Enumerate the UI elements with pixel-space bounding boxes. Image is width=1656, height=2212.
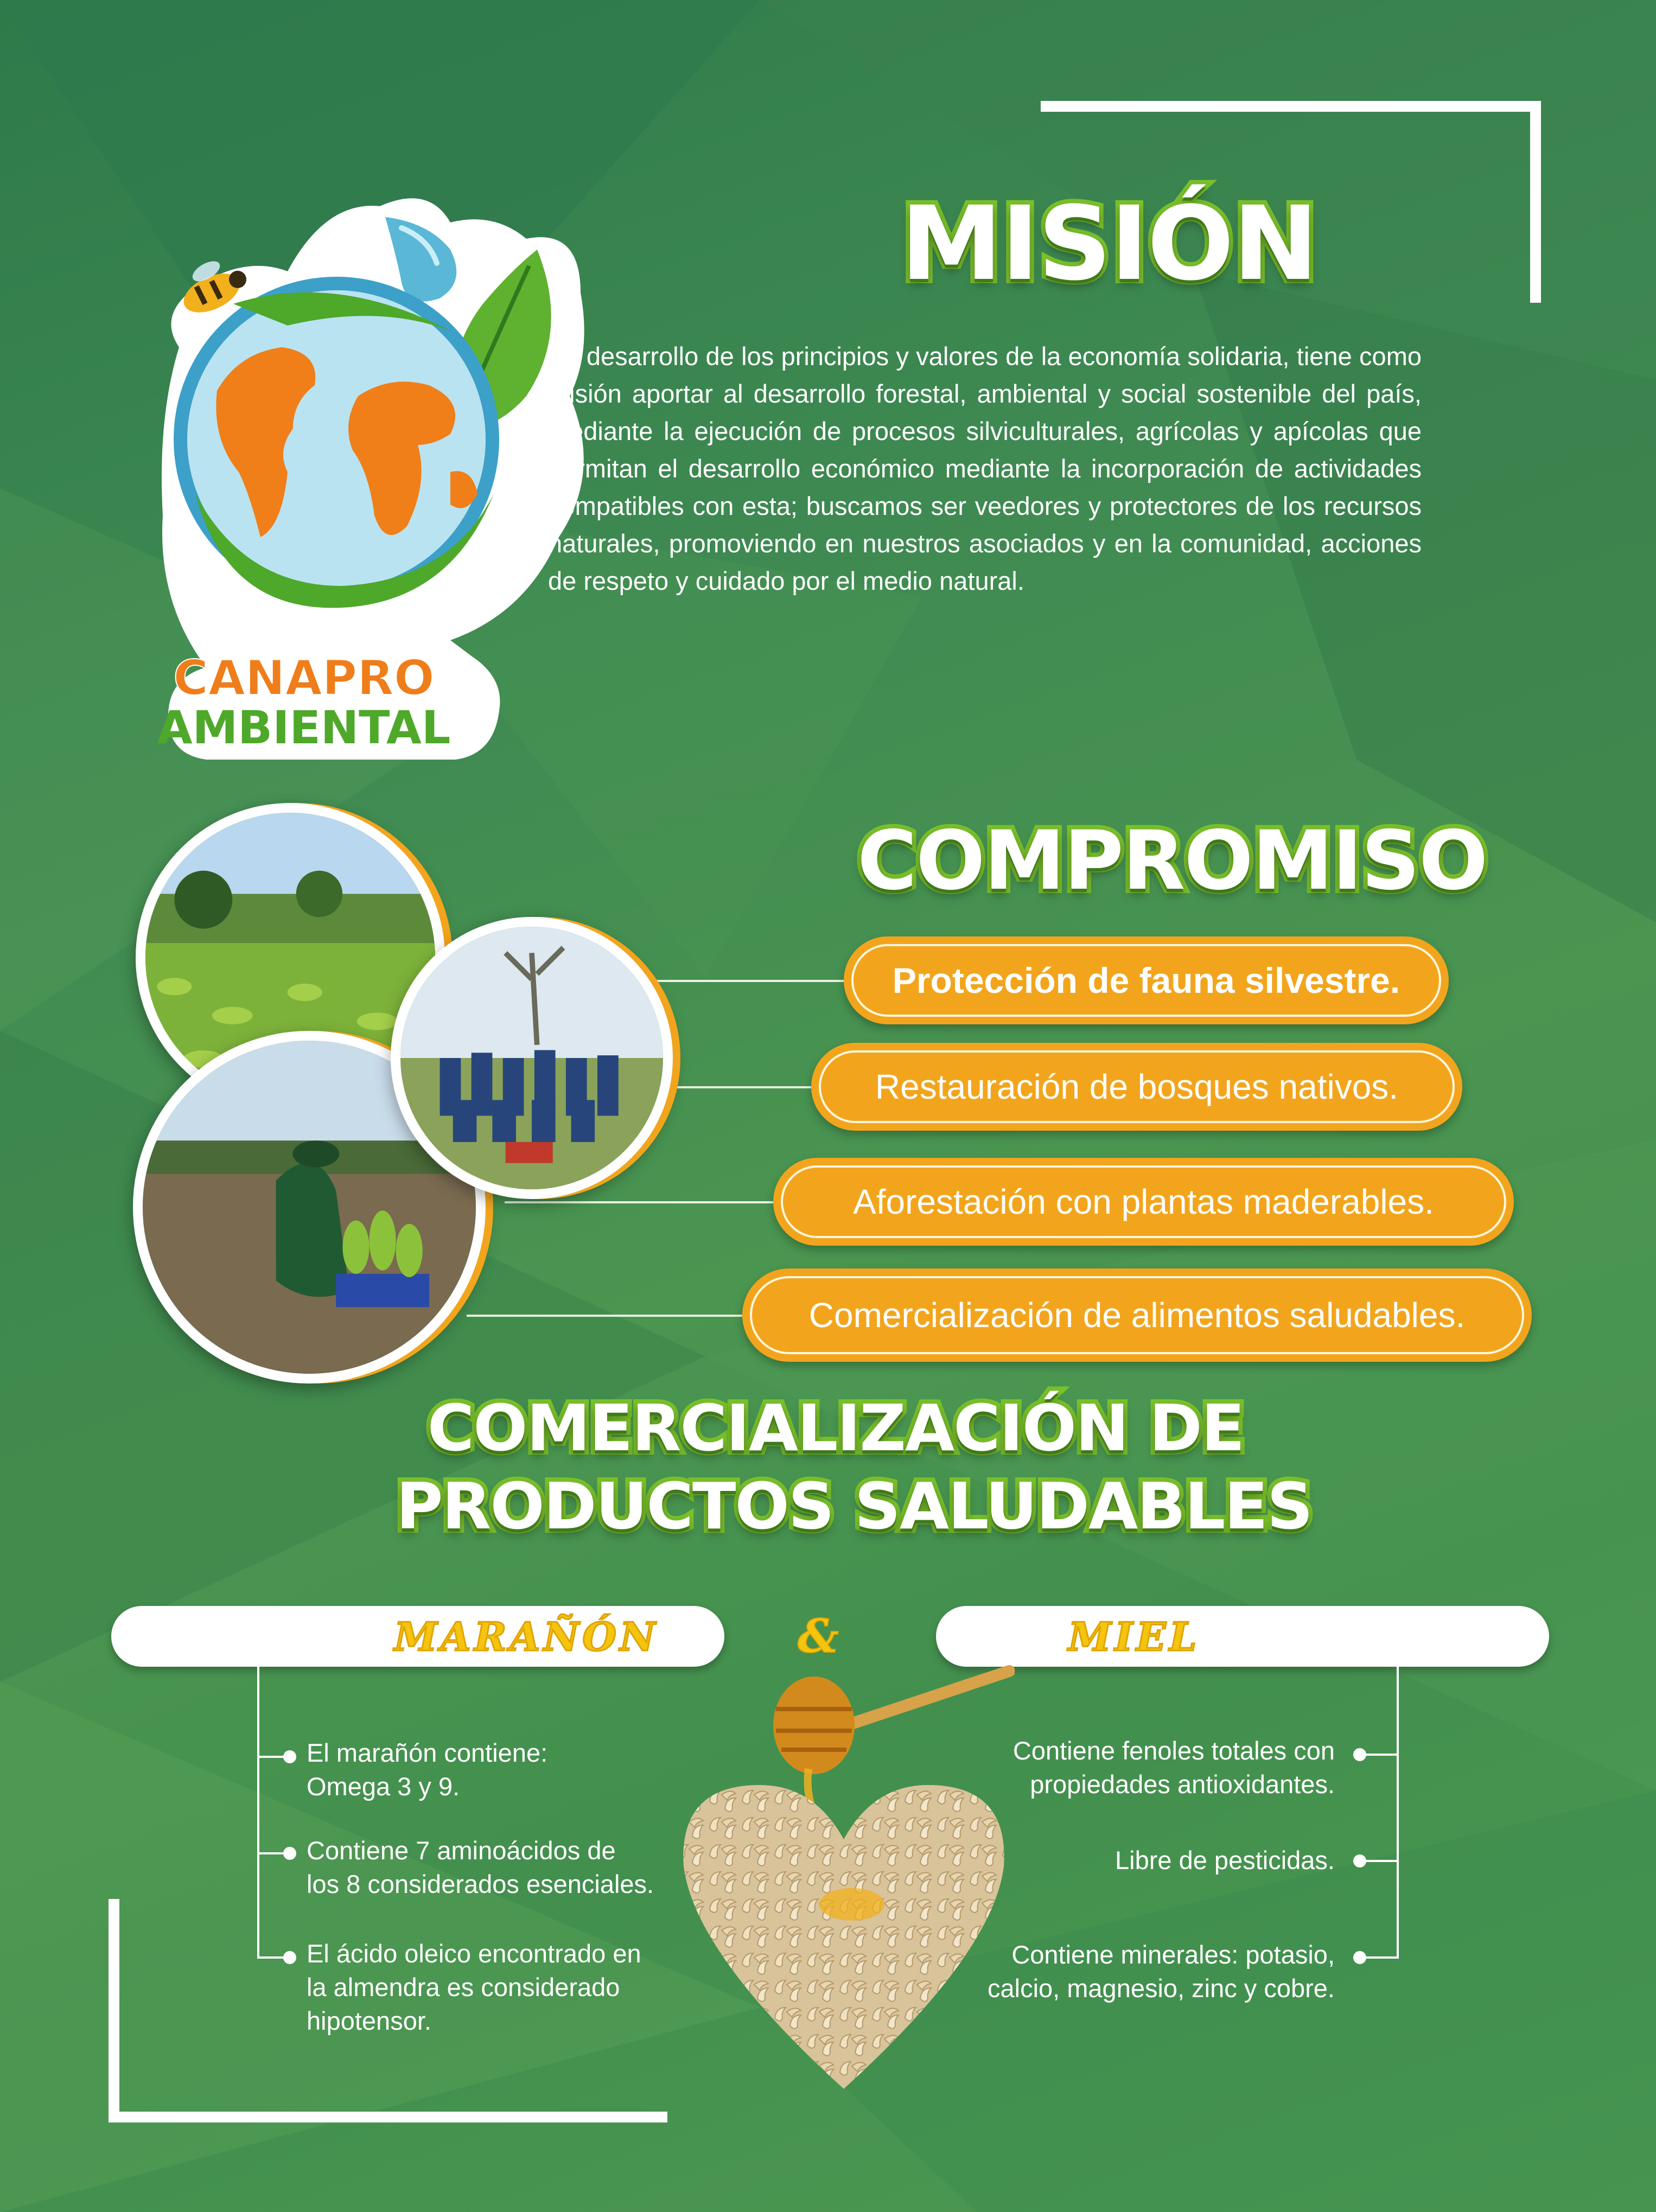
compromiso-title: COMPROMISO — [857, 814, 1487, 908]
banner-maranon — [111, 1606, 724, 1667]
maranon-item-2-line: los 8 considerados esenciales. — [307, 1870, 654, 1898]
maranon-item-3-line: hipotensor. — [307, 2006, 431, 2035]
miel-item-1-line: propiedades antioxidantes. — [1030, 1770, 1335, 1799]
connector-line — [505, 1201, 773, 1203]
bracket-tick — [1365, 1754, 1399, 1756]
miel-item-3-line: Contiene minerales: potasio, — [1011, 1940, 1335, 1969]
connector-line — [657, 980, 844, 982]
comercializacion-title-line2: PRODUCTOS SALUDABLES — [396, 1469, 1312, 1544]
compromiso-item-label: Comercialización de alimentos saludables. — [750, 1276, 1524, 1354]
miel-item-2 — [966, 1844, 1335, 1877]
mision-title: MISIÓN — [901, 184, 1317, 303]
bullet-dot — [1353, 1951, 1366, 1964]
compromiso-item-3 — [773, 1158, 1514, 1246]
compromiso-item-4 — [742, 1268, 1532, 1362]
bullet-dot — [283, 1750, 296, 1763]
banner-maranon-label: MARAÑÓN — [394, 1613, 659, 1660]
maranon-item-1-line: Omega 3 y 9. — [307, 1772, 460, 1801]
miel-item-3-line: calcio, magnesio, zinc y cobre. — [987, 1974, 1335, 2003]
connector-line — [662, 1086, 811, 1088]
maranon-bracket-line — [257, 1667, 259, 1959]
compromiso-item-1 — [844, 936, 1449, 1024]
maranon-item-1-line: El marañón contiene: — [307, 1738, 548, 1767]
canapro-ambiental-logo — [147, 190, 613, 776]
comercializacion-title-line1: COMERCIALIZACIÓN DE — [427, 1391, 1244, 1465]
bullet-dot — [283, 1951, 296, 1964]
bullet-dot — [283, 1847, 296, 1860]
connector-line — [467, 1315, 742, 1317]
bracket-tick — [1365, 1956, 1399, 1959]
bracket-tick — [1365, 1860, 1399, 1862]
banner-miel-label: MIEL — [1068, 1613, 1200, 1660]
miel-item-1-line: Contiene fenoles totales con — [1012, 1736, 1335, 1765]
mision-paragraph: En desarrollo de los principios y valores de la economía solidaria, tiene como misión aportar al desarrollo forestal, ambiental y social sostenible del país, mediante la ejecución de procesos silviculturales, agrícolas y apícolas que permitan el desarrollo económico mediante la incorporación de actividades compatibles con esta; buscamos ser veedores y protectores de los recursos naturales, promoviendo en nuestros asociados y en la comunidad, acciones de respeto y cuidado por el medio natural. — [548, 342, 1422, 595]
maranon-item-1 — [307, 1736, 686, 1803]
miel-item-1 — [966, 1734, 1335, 1801]
ampersand: & — [798, 1609, 839, 1663]
miel-bracket-line — [1397, 1667, 1399, 1959]
compromiso-item-label: Restauración de bosques nativos. — [819, 1050, 1455, 1123]
maranon-item-2-line: Contiene 7 aminoácidos de — [307, 1836, 616, 1865]
miel-item-2-line: Libre de pesticidas. — [1115, 1846, 1335, 1875]
bullet-dot — [1353, 1854, 1366, 1867]
bullet-dot — [1353, 1748, 1366, 1761]
maranon-item-3-line: El ácido oleico encontrado en — [307, 1939, 641, 1968]
compromiso-item-2 — [811, 1043, 1462, 1131]
compromiso-item-label: Protección de fauna silvestre. — [851, 944, 1441, 1017]
cashew-heart-honey-image — [673, 1649, 1015, 2094]
comercializacion-title — [396, 1389, 1312, 1545]
miel-item-3 — [966, 1938, 1335, 2005]
logo-text-ambiental: AMBIENTAL — [157, 701, 451, 754]
banner-miel — [936, 1606, 1549, 1667]
maranon-item-3-line: la almendra es considerado — [307, 1973, 620, 2001]
compromiso-item-label: Aforestación con plantas maderables. — [781, 1165, 1506, 1238]
photo-team-group — [391, 917, 673, 1199]
maranon-item-3 — [307, 1937, 686, 2038]
maranon-item-2 — [307, 1834, 686, 1901]
logo-text-canapro: CANAPRO — [173, 650, 435, 706]
